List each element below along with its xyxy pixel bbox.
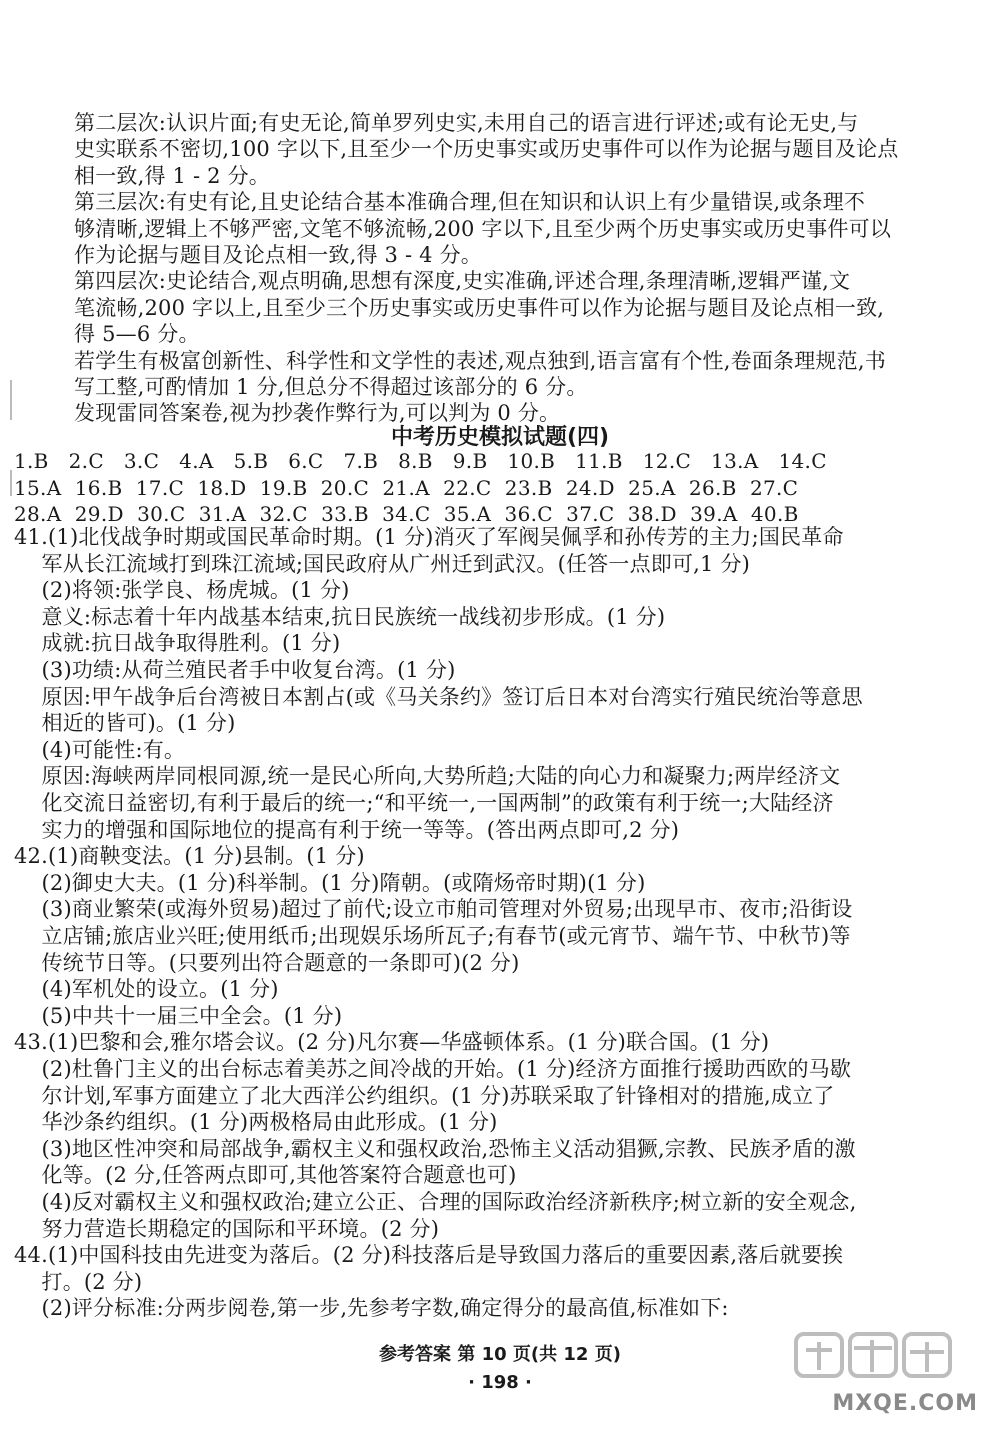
text-line: (2)将领:张学良、杨虎城。(1 分) — [14, 578, 350, 603]
text-line: (4)可能性:有。 — [14, 737, 186, 762]
text-line: 意义:标志着十年内战基本结束,抗日民族统一战线初步形成。(1 分) — [14, 604, 666, 629]
text-line: 原因:甲午战争后台湾被日本割占(或《马关条约》签订后日本对台湾实行殖民统治等意思 — [14, 684, 863, 709]
text-line: (3)商业繁荣(或海外贸易)超过了前代;设立市舶司管理对外贸易;出现早市、夜市;沿街设 — [14, 897, 853, 922]
text-line: 成就:抗日战争取得胜利。(1 分) — [14, 631, 341, 656]
page-number: · 198 · — [468, 1372, 532, 1393]
text-line: 若学生有极富创新性、科学性和文学性的表述,观点独到,语言富有个性,卷面条理规范,书 — [74, 348, 886, 373]
text-line: 15.A 16.B 17.C 18.D 19.B 20.C 21.A 22.C 23.B 24.D 25.A 26.B 27.C — [14, 475, 799, 500]
text-line: 立店铺;旅店业兴旺;使用纸币;出现娱乐场所瓦子;有春节(或元宵节、端午节、中秋节)等 — [14, 924, 851, 948]
text-line: 41.(1)北伐战争时期或国民革命时期。(1 分)消灭了军阀吴佩孚和孙传芳的主力;国民革命 — [14, 525, 844, 549]
footer-label: 参考答案 第 10 页(共 12 页) — [379, 1344, 621, 1365]
text-line: 第三层次:有史有论,且史论结合基本准确合理,但在知识和认识上有少量错误,或条理不 — [74, 190, 866, 215]
text-line: 尔计划,军事方面建立了北大西洋公约组织。(1 分)苏联采取了针锋相对的措施,成立了 — [14, 1083, 835, 1108]
text-line: (4)反对霸权主义和强权政治;建立公正、合理的国际政治经济新秩序;树立新的安全观念, — [14, 1190, 857, 1214]
text-line: 化交流日益密切,有利于最后的统一;“和平统一,一国两制”的政策有利于统一;大陆经济 — [14, 791, 834, 815]
text-line: 发现雷同答案卷,视为抄袭作弊行为,可以判为 0 分。 — [74, 401, 561, 426]
text-line: 44.(1)中国科技由先进变为落后。(2 分)科技落后是导致国力落后的重要因素,落后就要挨 — [14, 1243, 844, 1268]
text-line: (5)中共十一届三中全会。(1 分) — [14, 1003, 343, 1028]
section-title: 中考历史模拟试题(四) — [390, 425, 610, 450]
text-line: 第二层次:认识片面;有史无论,简单罗列史实,未用自己的语言进行评述;或有论无史,与 — [74, 111, 859, 135]
text-line: 实力的增强和国际地位的提高有利于统一等等。(答出两点即可,2 分) — [14, 817, 680, 842]
text-line: 努力营造长期稳定的国际和平环境。(2 分) — [14, 1216, 440, 1241]
text-line: 43.(1)巴黎和会,雅尔塔会议。(2 分)凡尔赛—华盛顿体系。(1 分)联合国。(1 分) — [14, 1030, 770, 1055]
text-line: 28.A 29.D 30.C 31.A 32.C 33.B 34.C 35.A 36.C 37.C 38.D 39.A 40.B — [14, 502, 799, 526]
text-line: (4)军机处的设立。(1 分) — [14, 977, 279, 1002]
scan-edge-mark — [10, 380, 12, 420]
text-line: 写工整,可酌情加 1 分,但总分不得超过该部分的 6 分。 — [74, 375, 588, 399]
text-line: (2)御史大夫。(1 分)科举制。(1 分)隋朝。(或隋炀帝时期)(1 分) — [14, 870, 646, 895]
text-line: 42.(1)商鞅变法。(1 分)县制。(1 分) — [14, 844, 365, 869]
text-line: 够清晰,逻辑上不够严密,文笔不够流畅,200 字以下,且至少两个历史事实或历史事件可以 — [74, 216, 892, 241]
text-line: (2)杜鲁门主义的出台标志着美苏之间冷战的开始。(1 分)经济方面推行援助西欧的马歇 — [14, 1057, 852, 1081]
text-line: 化等。(2 分,任答两点即可,其他答案符合题意也可) — [14, 1163, 517, 1188]
text-line: 打。(2 分) — [14, 1269, 143, 1294]
text-line: 华沙条约组织。(1 分)两极格局由此形成。(1 分) — [14, 1110, 498, 1135]
text-line: 原因:海峡两岸同根同源,统一是民心所向,大势所趋;大陆的向心力和凝聚力;两岸经济文 — [14, 764, 841, 789]
text-line: 军从长江流域打到珠江流域;国民政府从广州迁到武汉。(任答一点即可,1 分) — [14, 551, 751, 576]
text-line: 作为论据与题目及论点相一致,得 3 - 4 分。 — [74, 243, 482, 267]
text-line: 1.B 2.C 3.C 4.A 5.B 6.C 7.B 8.B 9.B 10.B 11.B 12.C 13.A 14.C — [14, 449, 827, 473]
scan-edge-mark — [10, 470, 12, 496]
watermark-text: MXQE.COM — [832, 1391, 978, 1416]
text-line: (2)评分标准:分两步阅卷,第一步,先参考字数,确定得分的最高值,标准如下: — [14, 1296, 729, 1321]
text-line: 得 5—6 分。 — [74, 322, 200, 347]
text-line: 相近的皆可)。(1 分) — [14, 711, 236, 736]
text-line: 传统节日等。(只要列出符合题意的一条即可)(2 分) — [14, 950, 520, 975]
text-line: (3)地区性冲突和局部战争,霸权主义和强权政治,恐怖主义活动猖獗,宗教、民族矛盾的激 — [14, 1136, 856, 1161]
text-line: 史实联系不密切,100 字以下,且至少一个历史事实或历史事件可以作为论据与题目及论点 — [74, 137, 899, 162]
text-line: 相一致,得 1 - 2 分。 — [74, 163, 270, 188]
text-line: 笔流畅,200 字以上,且至少三个历史事实或历史事件可以作为论据与题目及论点相一致, — [74, 295, 885, 320]
text-line: (3)功绩:从荷兰殖民者手中收复台湾。(1 分) — [14, 658, 456, 682]
text-line: 第四层次:史论结合,观点明确,思想有深度,史实准确,评述合理,条理清晰,逻辑严谨,文 — [74, 269, 851, 294]
